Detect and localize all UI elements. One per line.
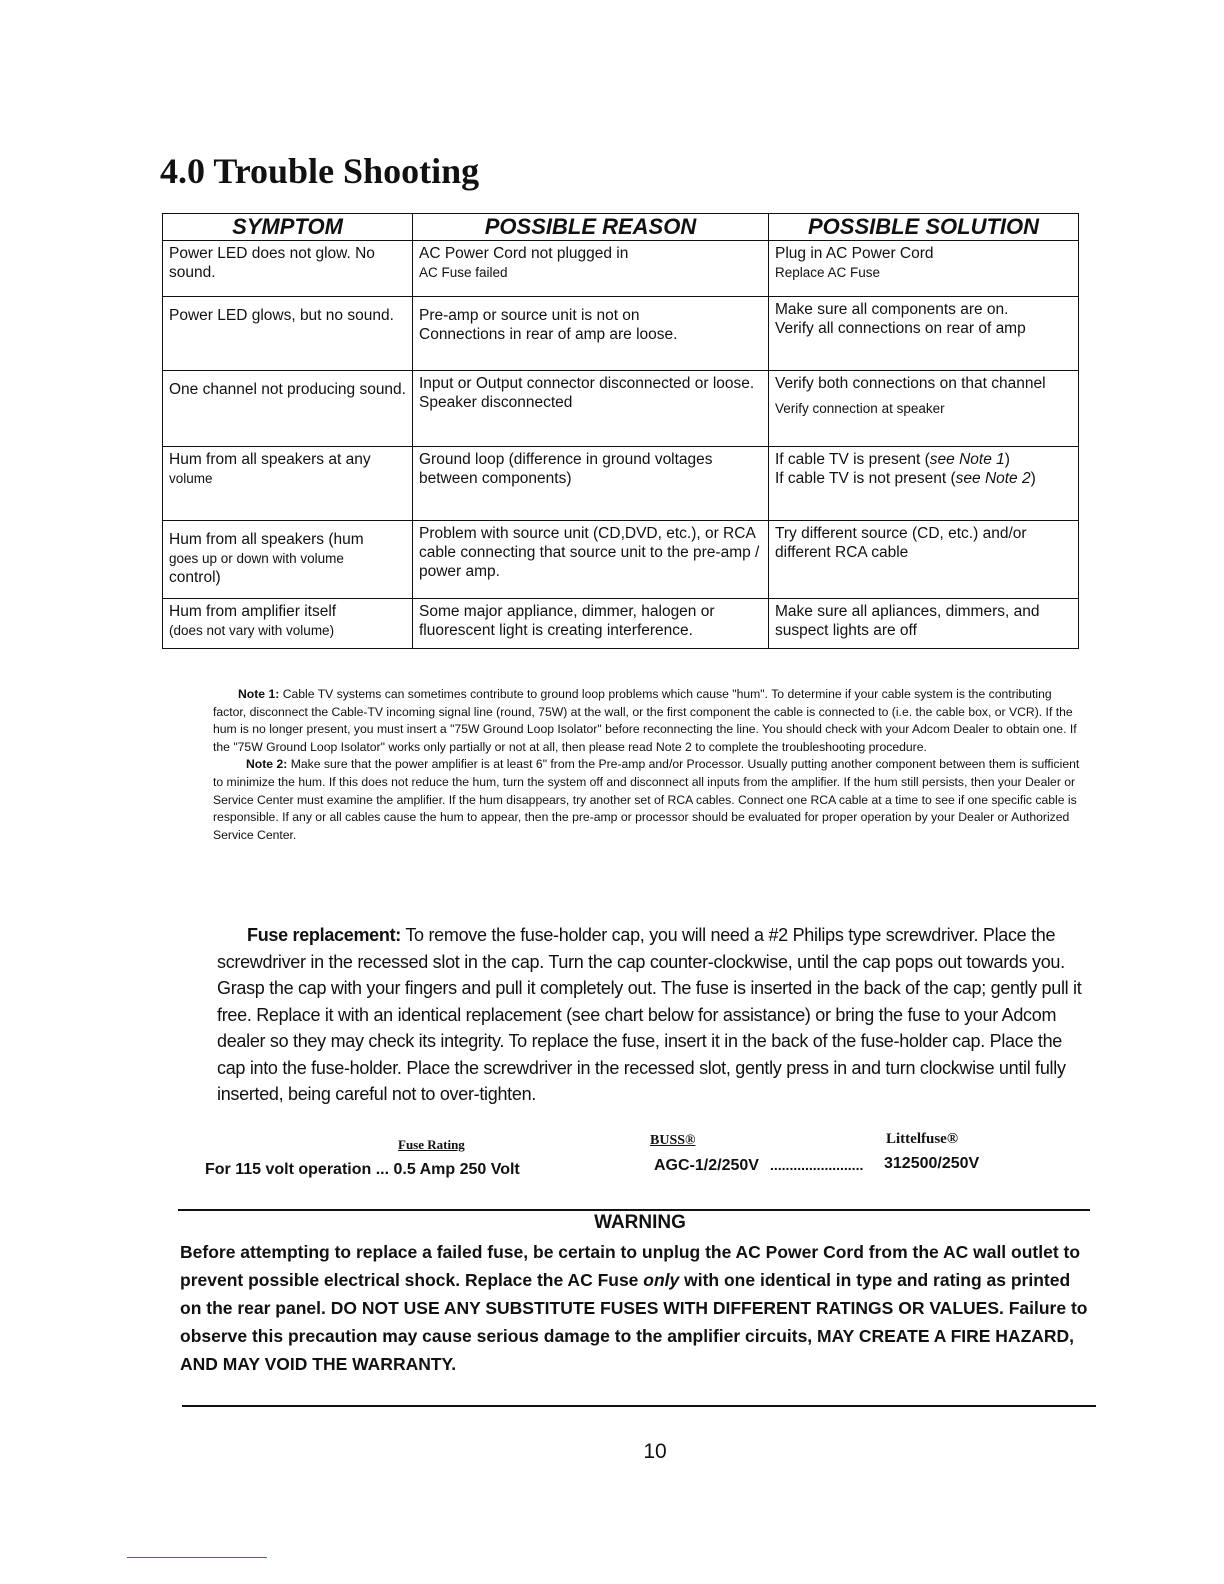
fuse-replacement-paragraph [217,922,1087,1108]
cell-text: AC Fuse failed [419,265,508,280]
fuse-heading: Fuse replacement: [247,925,401,945]
fuse-buss-value: AGC-1/2/250V [654,1157,759,1174]
table-row [163,241,1079,297]
note-2 [213,756,1083,844]
page-title: 4.0 Trouble Shooting [160,151,480,191]
cell-text: Input or Output connector disconnected or loose. [419,375,755,392]
note-text: Make sure that the power amplifier is at least 6" from the Pre-amp and/or Processor. Usually putting another component between them is sufficient to minimize the hum. If this does not reduce the hum, turn the system off and disconnect all inputs from the amplifier. If the hum still persists, then your Dealer or Service Center must examine the amplifier. If the hum disappears, try another set of RCA cables. Connect one RCA cable at a time to see if one specific cable is responsible. If any or all cables cause the hum to appear, then the pre-amp or processor should be evaluated for proper operation by your Dealer or Authorized Service Center. [213,757,1080,842]
warning-text-part: Before attempting to replace a failed fuse, be certain to unplug the AC Power Cord from the AC wall outlet to prevent possible electrical shock. Replace the AC Fuse [180,1242,1081,1290]
warning-emphasis: only [643,1270,680,1290]
cell-text [775,469,1072,488]
cell-text: Verify all connections on rear of amp [775,320,1026,337]
table-row [163,371,1079,447]
cell-text: Verify both connections on that channel [775,375,1046,392]
table-row [163,521,1079,599]
cell-text: (does not vary with volume) [169,623,335,638]
cell-text: volume [169,471,213,486]
warning-text-part: with one identical in type and rating as printed on the rear panel. DO NOT USE ANY SUBSTITUTE FUSES WITH DIFFERENT RATINGS OR VALUES. Failure to observe this precaution may cause serious damage to the amplifier circuits, MAY CREATE A FIRE HAZARD, AND MAY VOID THE WARRANTY. [180,1270,1088,1374]
text-fragment: If cable TV is present ( [775,451,930,468]
fuse-row-label: For 115 volt operation ... 0.5 Amp 250 Volt [205,1161,520,1178]
header-possible-solution: POSSIBLE SOLUTION [769,214,1079,241]
cell-text: Problem with source unit (CD,DVD, etc.), or RCA cable connecting that source unit to the pre-amp / power amp. [419,525,760,580]
symptom-cell [163,371,413,447]
reason-cell [413,521,769,599]
solution-cell [769,371,1079,447]
cell-text: Speaker disconnected [419,394,573,411]
cell-text: goes up or down with volume [169,551,344,566]
fuse-col-buss: BUSS® [650,1133,696,1148]
solution-cell [769,447,1079,521]
warning-top-rule [178,1209,1090,1211]
solution-cell [769,297,1079,371]
note-reference: see Note 1 [929,451,1005,468]
header-symptom: SYMPTOM [163,214,413,241]
solution-cell [769,241,1079,297]
cell-text: Try different source (CD, etc.) and/or different RCA cable [775,525,1027,561]
fuse-col-rating: Fuse Rating [398,1137,465,1152]
cell-text: Pre-amp or source unit is not on [419,307,640,324]
note-1 [213,686,1083,756]
solution-cell [769,521,1079,599]
reason-cell [413,447,769,521]
cell-text: Some major appliance, dimmer, halogen or fluorescent light is creating interference. [419,603,715,639]
note-text: Cable TV systems can sometimes contribute to ground loop problems which cause "hum". To determine if your cable system is the contributing factor, disconnect the Cable-TV incoming signal line (round, 75W) at the wall, or the first component the cable is connected to (i.e. the cable box, or VCR). If the hum is no longer present, you must insert a "75W Ground Loop Isolator" before reconnecting the line. You should check with your Adcom Dealer to obtain one. If the "75W Ground Loop Isolator" works only partially or not at all, then please read Note 2 to complete the troubleshooting procedure. [213,687,1077,754]
footer-line [127,1557,267,1558]
cell-text: Hum from amplifier itself [169,603,337,620]
table-row [163,599,1079,649]
warning-bottom-rule [182,1405,1096,1407]
note-label: Note 2: [246,757,288,772]
symptom-cell [163,297,413,371]
symptom-cell [163,241,413,297]
reason-cell [413,297,769,371]
reason-cell [413,599,769,649]
symptom-cell [163,521,413,599]
cell-text: AC Power Cord not plugged in [419,245,629,262]
cell-text: Hum from all speakers at any [169,451,371,468]
cell-text: Hum from all speakers (hum [169,531,364,548]
cell-text: Plug in AC Power Cord [775,245,934,262]
cell-text: Ground loop (difference in ground voltages between components) [419,451,713,487]
fuse-littelfuse-value: 312500/250V [884,1155,980,1172]
cell-text: Power LED does not glow. No sound. [169,245,375,281]
symptom-cell [163,599,413,649]
text-fragment: ) [1030,470,1036,487]
table-row [163,297,1079,371]
warning-title: WARNING [594,1212,686,1233]
cell-text: Connections in rear of amp are loose. [419,326,678,343]
troubleshooting-table [162,213,1079,649]
cell-text: Replace AC Fuse [775,265,881,280]
table-header-row [163,214,1079,241]
cell-text: Make sure all components are on. [775,301,1009,318]
reason-cell [413,371,769,447]
warning-text [180,1238,1095,1378]
text-fragment: ) [1004,451,1010,468]
fuse-col-littelfuse: Littelfuse® [886,1131,959,1147]
reason-cell [413,241,769,297]
header-possible-reason: POSSIBLE REASON [413,214,769,241]
cell-text [775,450,1072,469]
text-fragment: If cable TV is not present ( [775,470,956,487]
cell-text: Verify connection at speaker [775,401,945,416]
note-label: Note 1: [238,687,280,701]
cell-text: Make sure all apliances, dimmers, and suspect lights are off [775,603,1040,639]
fuse-leader-dots: ........................ [770,1157,864,1173]
page-number: 10 [643,1440,667,1463]
cell-text: control) [169,569,221,586]
notes-section [213,686,1083,844]
cell-text: Power LED glows, but no sound. [169,307,394,324]
solution-cell [769,599,1079,649]
note-reference: see Note 2 [955,470,1031,487]
fuse-text: To remove the fuse-holder cap, you will need a #2 Philips type screwdriver. Place the screwdriver in the recessed slot in the cap. Turn the cap counter-clockwise, until the cap pops out towards you. Grasp the cap with your fingers and pull it completely out. The fuse is inserted in the back of the cap; gently pull it free. Replace it with an identical replacement (see chart below for assistance) or bring the fuse to your Adcom dealer so they may check its integrity. To replace the fuse, insert it in the back of the fuse-holder cap. Place the cap into the fuse-holder. Place the screwdriver in the recessed slot, gently press in and turn clockwise until fully inserted, being careful not to over-tighten. [217,925,1082,1104]
symptom-cell [163,447,413,521]
cell-text: One channel not producing sound. [169,381,406,398]
table-row [163,447,1079,521]
